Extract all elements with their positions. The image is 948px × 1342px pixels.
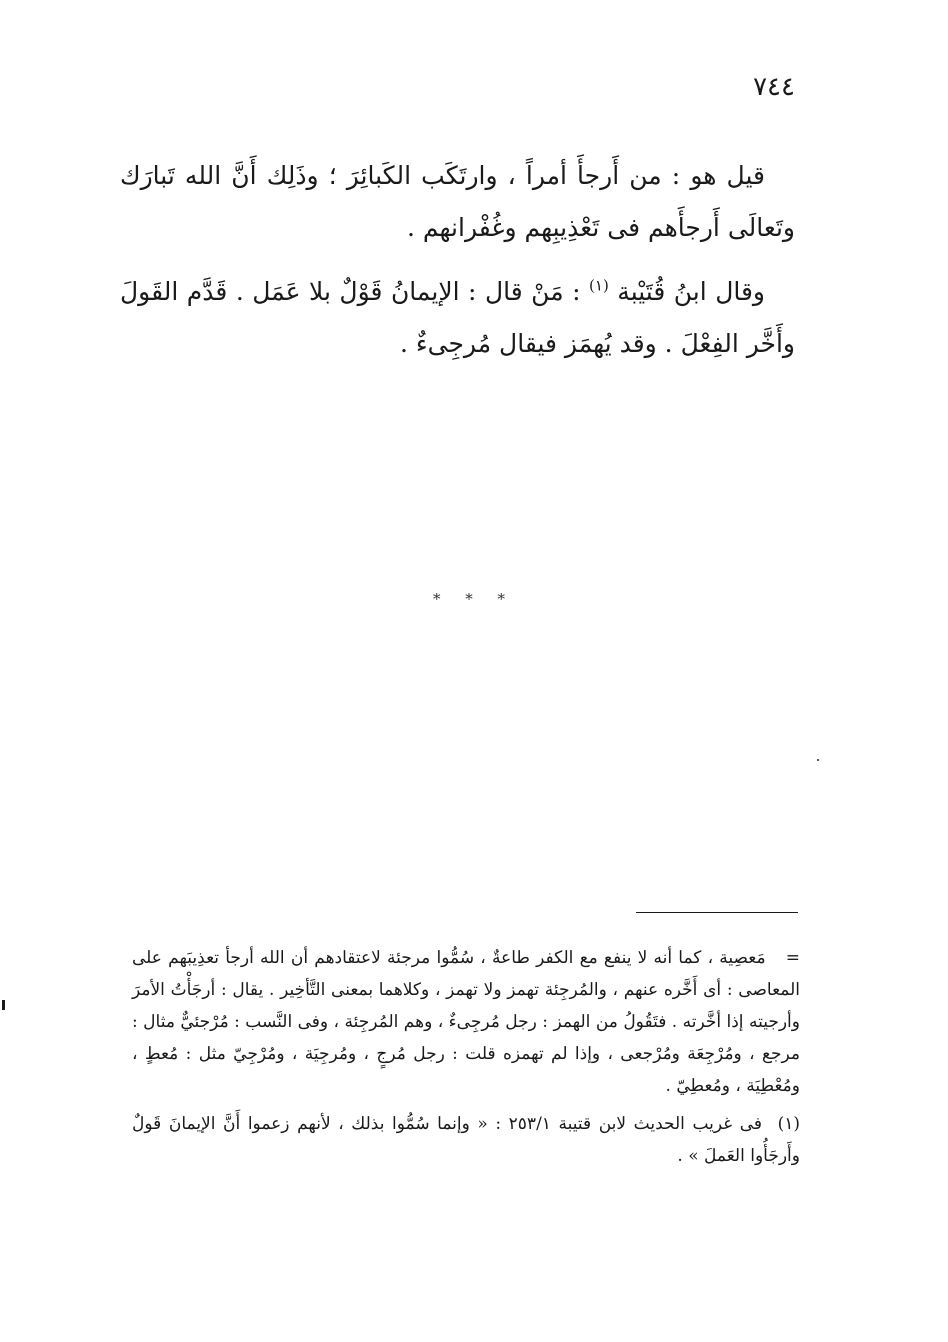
footnote-reference-1: (١) (589, 276, 609, 295)
footnote-1 (132, 1108, 800, 1172)
body-paragraph-2 (120, 266, 795, 370)
section-separator: * * * (432, 590, 516, 608)
body-paragraph-2-lead: وقال ابنُ قُتَيْبة (617, 277, 766, 306)
footnote-1-text: فى غريب الحديث لابن قتيبة ٢٥٣/١ : « وإنما سُمُّوا بذلك ، لأنهم زعموا أَنَّ الإيمانَ قَولٌ وأَرجَأُوا العَملَ » . (132, 1114, 800, 1166)
page-number: ٧٤٤ (753, 72, 795, 102)
margin-mark (2, 1000, 5, 1010)
footnote-continuation (132, 942, 800, 1102)
scan-speck (817, 759, 819, 761)
main-text (120, 150, 795, 370)
footnotes (132, 942, 800, 1172)
footnote-divider (636, 912, 798, 913)
body-paragraph-1: قيل هو : من أَرجأَ أمراً ، وارتَكَب الكَبائِرَ ؛ وذَلِك أَنَّ الله تَبارَك وتَعالَى أَرجأَهم فى تَعْذِيبِهم وغُفْرانهم . (120, 161, 795, 242)
continuation-marker: = (785, 948, 801, 968)
continuation-text: مَعصِية ، كما أنه لا ينفع مع الكفر طاعةٌ ، سُمُّوا مرجئة لاعتقادهم أن الله أرجأ تعذِيبَهم على المعاصى : أى أَخَّره عنهم ، والمُرجِئة تهمز ولا تهمز ، وكلاهما بمعنى التَّأخِير . يقال : أرجَأْتُ الأمرَ وأرجيته إذا أخَّرته . فتَقُولُ من الهمز : رجل مُرجِىءٌ ، وهم المُرجِئة ، وفى النَّسب : مُرْجئيٌّ مثال : مرجع ، ومُرْجِعَة ومُرْجعى ، وإذا لم تهمزه قلت : رجل مُرجٍ ، ومُرجِيَة ، ومُرْجِيّ مثل : مُعطٍ ، ومُعْطِيَة ، ومُعطِيّ . (132, 948, 800, 1096)
footnote-1-number: (١) (777, 1114, 801, 1134)
body-paragraph-2-rest: : مَنْ قال : الإيمانُ قَوْلٌ بلا عَمَل . قَدَّم القَولَ وأَخَّر الفِعْلَ . وقد يُهمَز فيقال مُرجِىءٌ . (120, 277, 795, 358)
